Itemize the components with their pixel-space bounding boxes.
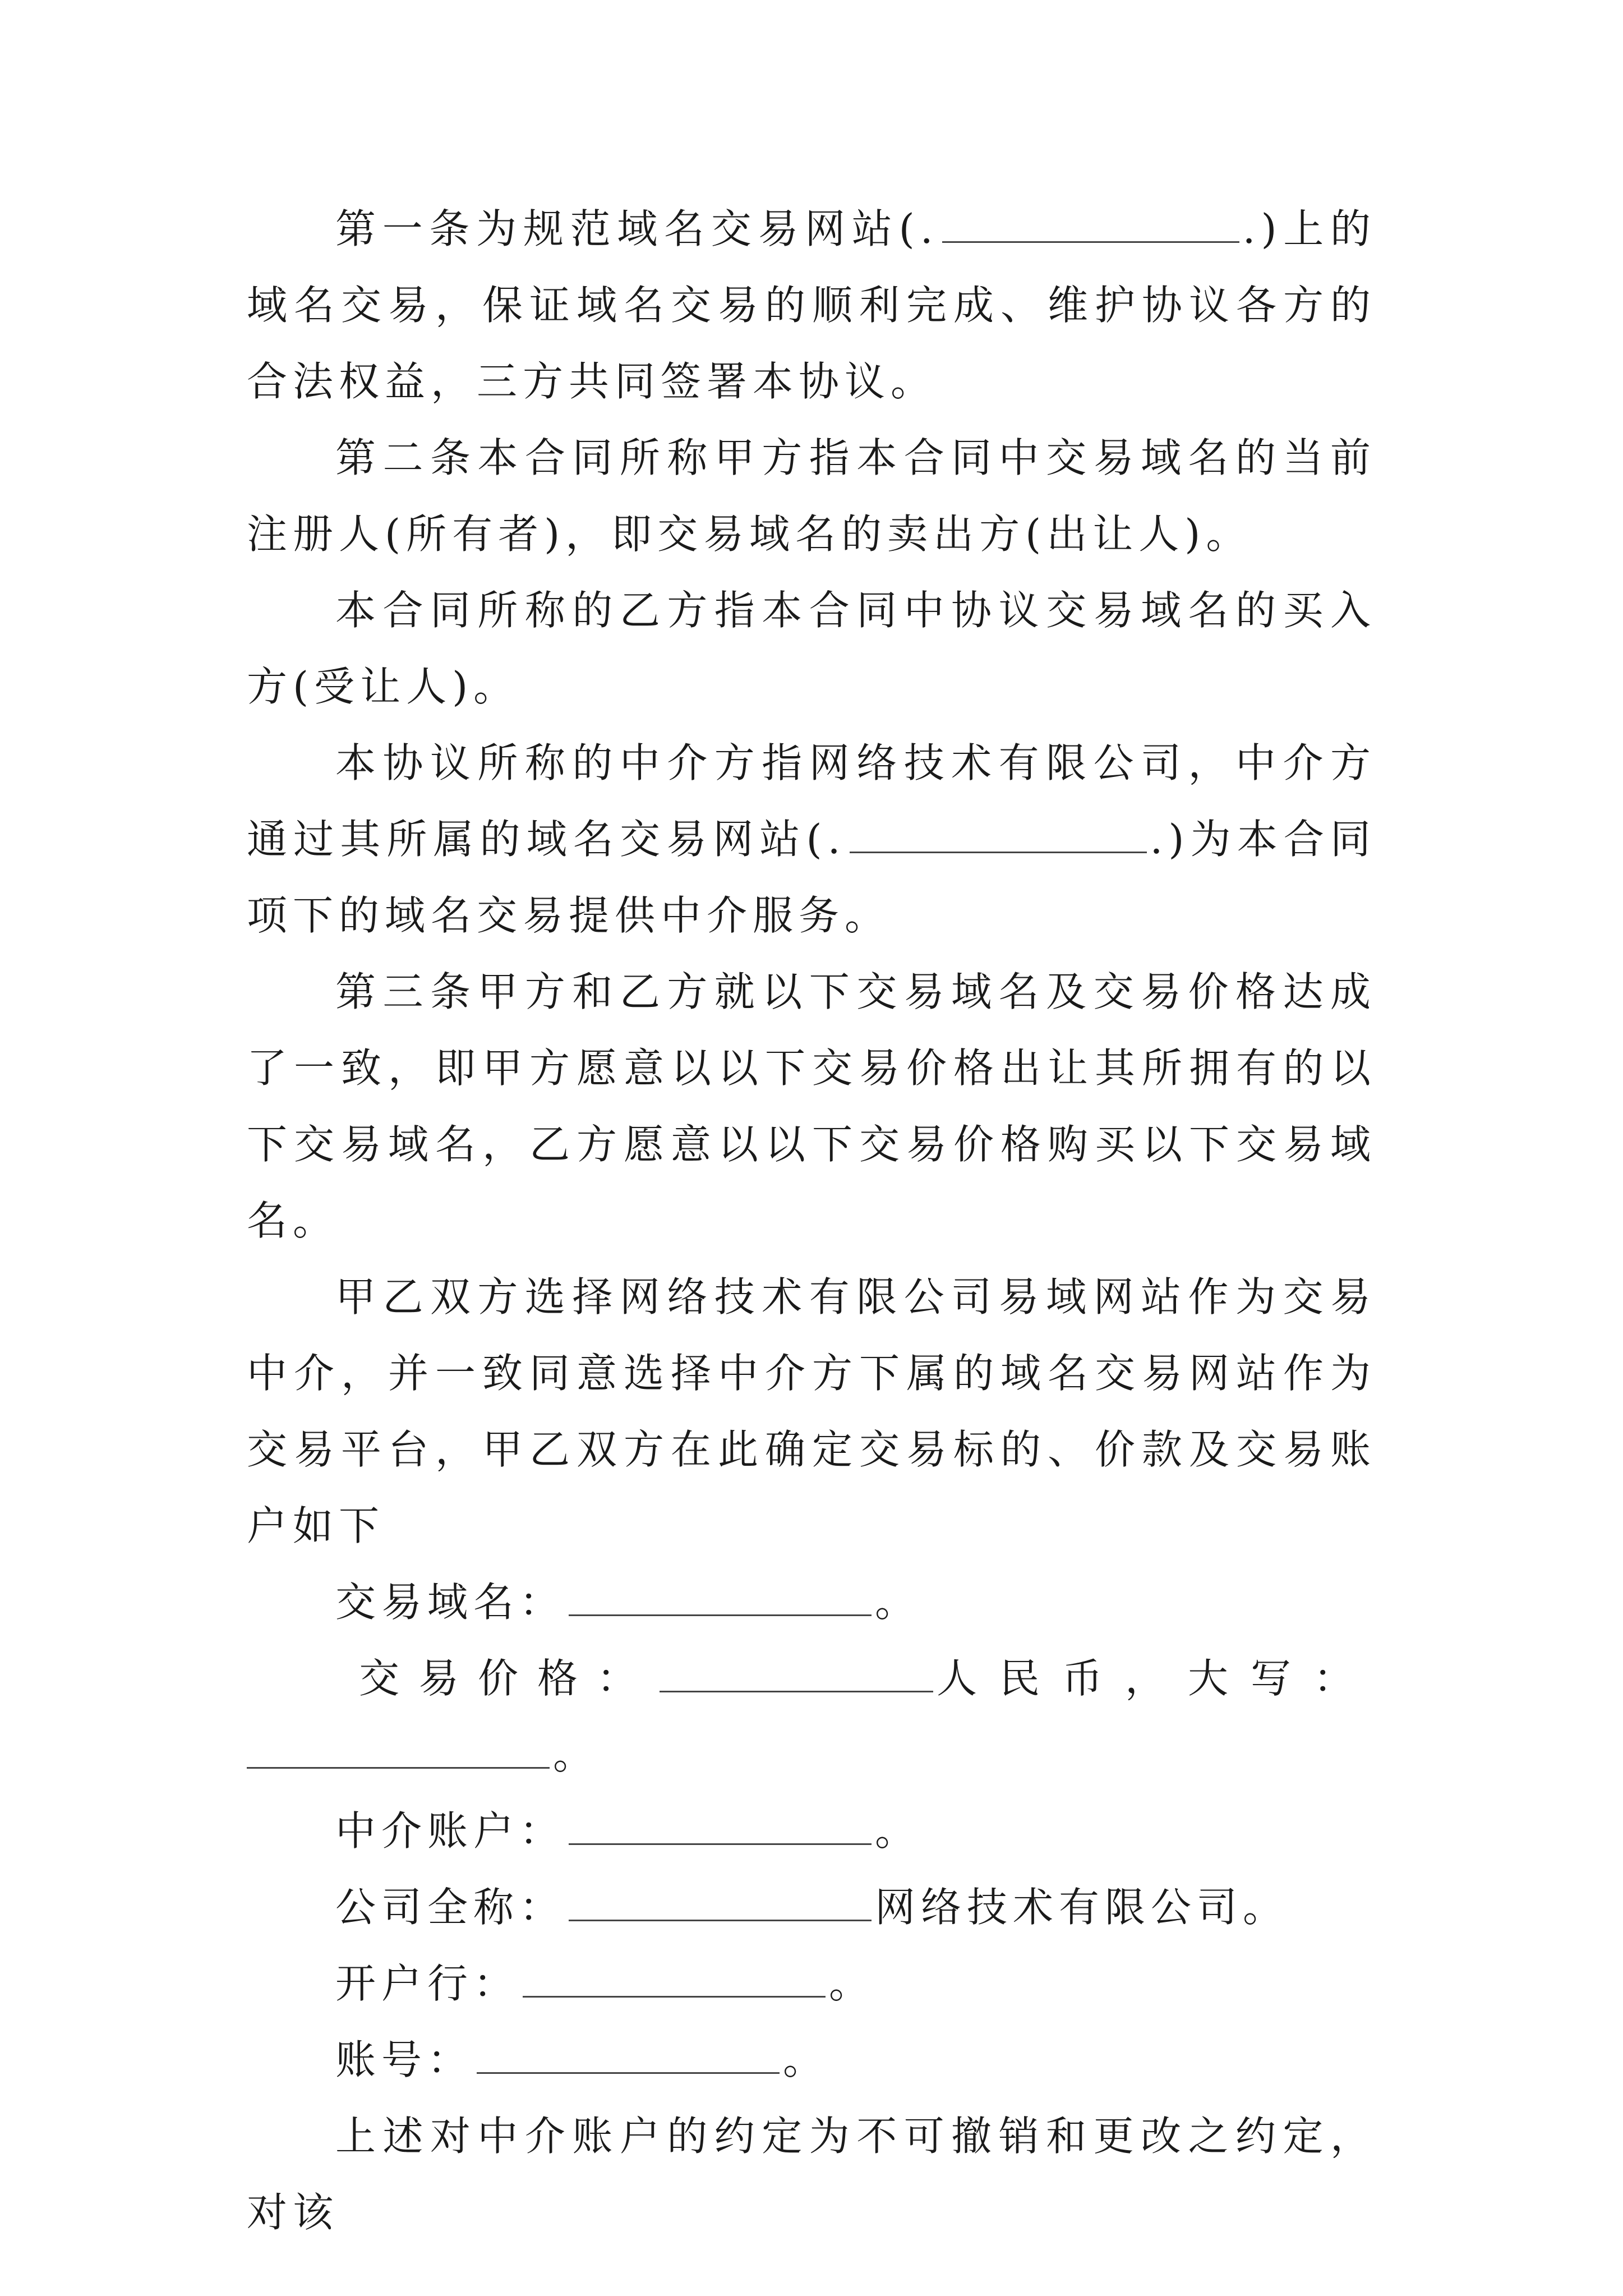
account-label: 中介账户： — [335, 1807, 566, 1855]
intermediary-url-blank — [850, 821, 1147, 853]
domain-label: 交易域名： — [335, 1579, 566, 1626]
price-upper-row — [247, 1717, 1376, 1793]
party-b-paragraph: 本合同所称的乙方指本合同中协议交易域名的买入方(受让人)。 — [247, 587, 1376, 710]
company-label: 公司全称： — [335, 1884, 566, 1931]
company-blank — [569, 1889, 872, 1921]
price-blank — [660, 1660, 933, 1692]
number-end: 。 — [783, 2036, 829, 2083]
intermediary-paragraph — [247, 725, 1376, 954]
platform-paragraph: 甲乙双方选择网络技术有限公司易域网站作为交易中介，并一致同意选择中介方下属的域名交易网站作为交易平台，甲乙双方在此确定交易标的、价款及交易账户如下 — [247, 1273, 1376, 1549]
article-1-text-end: .)上的域名交易，保证域名交易的顺利完成、维护协议各方的合法权益，三方共同签署本协议。 — [247, 205, 1376, 405]
number-label: 账号： — [335, 2036, 474, 2083]
price-upper-label: 大写： — [1187, 1655, 1376, 1702]
price-upper-blank — [247, 1737, 550, 1769]
price-row — [247, 1640, 1376, 1717]
website-url-blank — [942, 211, 1239, 243]
intermediary-text-start: 本协议所称的中介方指网络技术有限公司，中介方通过其所属的域名交易网站(. — [247, 739, 1376, 863]
document-body — [247, 191, 1376, 2251]
closing-paragraph: 上述对中介账户的约定为不可撤销和更改之约定，对该 — [247, 2113, 1376, 2236]
number-blank — [477, 2042, 780, 2074]
price-label: 交易价格： — [359, 1655, 657, 1702]
article-2-paragraph: 第二条本合同所称甲方指本合同中交易域名的当前注册人(所有者)，即交易域名的卖出方(出让人)。 — [247, 434, 1376, 558]
account-blank — [569, 1813, 872, 1845]
price-end: 。 — [553, 1731, 600, 1778]
article-1-text-start: 第一条为规范域名交易网站(. — [335, 205, 939, 252]
domain-blank — [569, 1584, 872, 1616]
article-1-paragraph — [247, 191, 1376, 420]
bank-row — [247, 1945, 1376, 2022]
account-end: 。 — [875, 1807, 921, 1855]
company-row — [247, 1869, 1376, 1945]
bank-end: 。 — [829, 1960, 875, 2007]
domain-row — [247, 1564, 1376, 1640]
bank-blank — [523, 1966, 826, 1998]
bank-label: 开户行： — [335, 1960, 520, 2007]
price-currency: 人民币， — [936, 1655, 1188, 1702]
intermediary-text-end: .)为本合同项下的域名交易提供中介服务。 — [247, 816, 1377, 939]
company-suffix: 网络技术有限公司。 — [875, 1884, 1289, 1931]
account-row — [247, 1793, 1376, 1869]
article-3-paragraph: 第三条甲方和乙方就以下交易域名及交易价格达成了一致，即甲方愿意以以下交易价格出让其所拥有的以下交易域名，乙方愿意以以下交易价格购买以下交易域名。 — [247, 968, 1376, 1244]
domain-end: 。 — [875, 1579, 921, 1626]
number-row — [247, 2022, 1376, 2098]
